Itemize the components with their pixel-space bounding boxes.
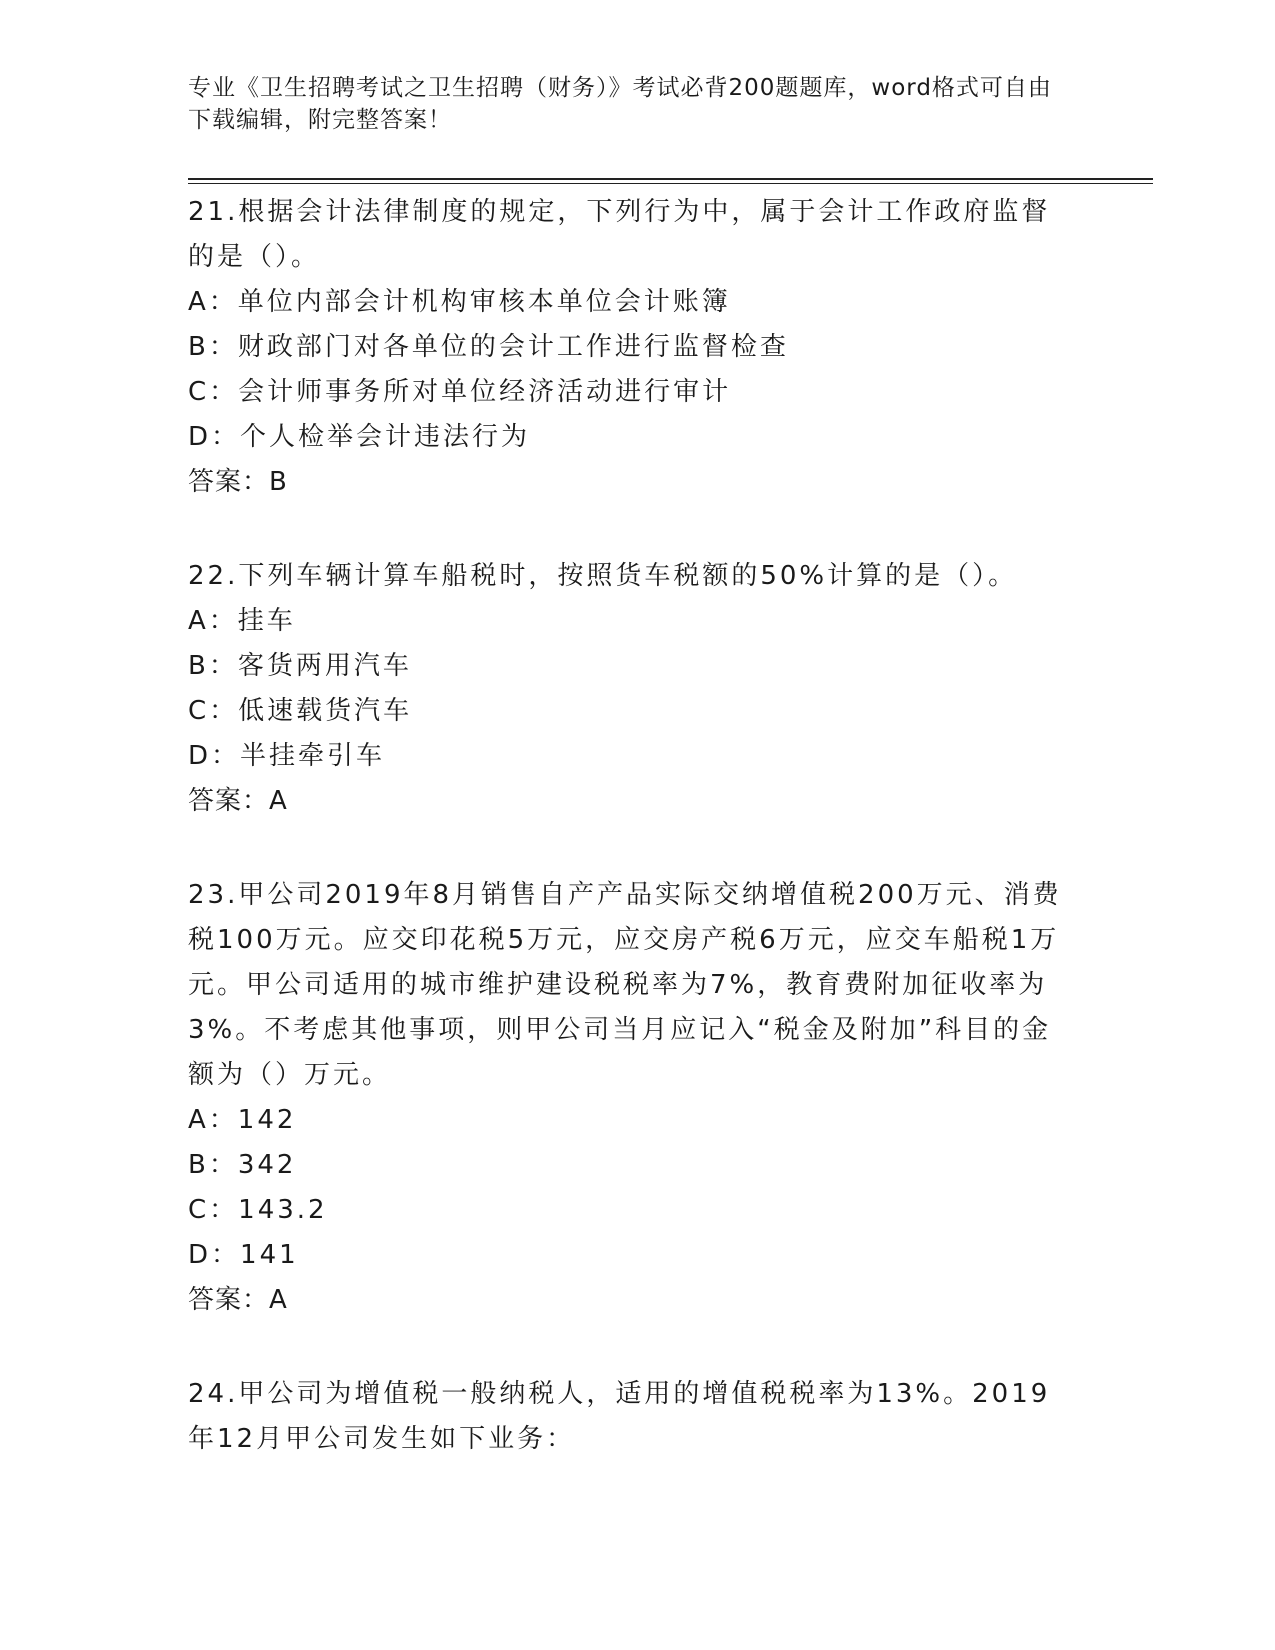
question-text: 24.甲公司为增值税一般纳税人，适用的增值税税率为13%。2019年12月甲公司发生如下业务：: [188, 1379, 1051, 1454]
header-divider-thick: [188, 178, 1153, 180]
answer: 答案：B: [188, 467, 288, 497]
option-a: A：142: [188, 1105, 297, 1135]
question-spacer: [188, 824, 1078, 873]
question-spacer: [188, 1323, 1078, 1372]
option-a: A：单位内部会计机构审核本单位会计账簿: [188, 287, 731, 317]
document-intro: 专业《卫生招聘考试之卫生招聘（财务）》考试必背200题题库，word格式可自由下载编辑，附完整答案！: [188, 75, 1052, 133]
answer: 答案：A: [188, 1285, 288, 1315]
option-c: C：低速载货汽车: [188, 696, 413, 726]
option-d: D：半挂牵引车: [188, 741, 386, 771]
question-21: [188, 190, 1078, 505]
option-b: B：342: [188, 1150, 297, 1180]
question-spacer: [188, 505, 1078, 554]
question-text: 21.根据会计法律制度的规定，下列行为中，属于会计工作政府监督的是（）。: [188, 197, 1051, 272]
option-a: A：挂车: [188, 606, 296, 636]
question-list: [188, 190, 1078, 1462]
question-24: [188, 1372, 1078, 1462]
question-22: [188, 554, 1078, 824]
option-b: B：客货两用汽车: [188, 651, 412, 681]
question-text: 22.下列车辆计算车船税时，按照货车税额的50%计算的是（）。: [188, 561, 1018, 591]
option-d: D：141: [188, 1240, 299, 1270]
option-c: C：143.2: [188, 1195, 328, 1225]
question-text: 23.甲公司2019年8月销售自产产品实际交纳增值税200万元、消费税100万元。应交印花税5万元，应交房产税6万元，应交车船税1万元。甲公司适用的城市维护建设税税率为7%，教育费附加征收率为3%。不考虑其他事项，则甲公司当月应记入“税金及附加”科目的金额为（）万元。: [188, 880, 1062, 1090]
option-b: B：财政部门对各单位的会计工作进行监督检查: [188, 332, 789, 362]
answer: 答案：A: [188, 786, 288, 816]
header-divider-thin: [188, 183, 1153, 184]
question-23: [188, 873, 1078, 1323]
option-c: C：会计师事务所对单位经济活动进行审计: [188, 377, 732, 407]
option-d: D：个人检举会计违法行为: [188, 422, 531, 452]
